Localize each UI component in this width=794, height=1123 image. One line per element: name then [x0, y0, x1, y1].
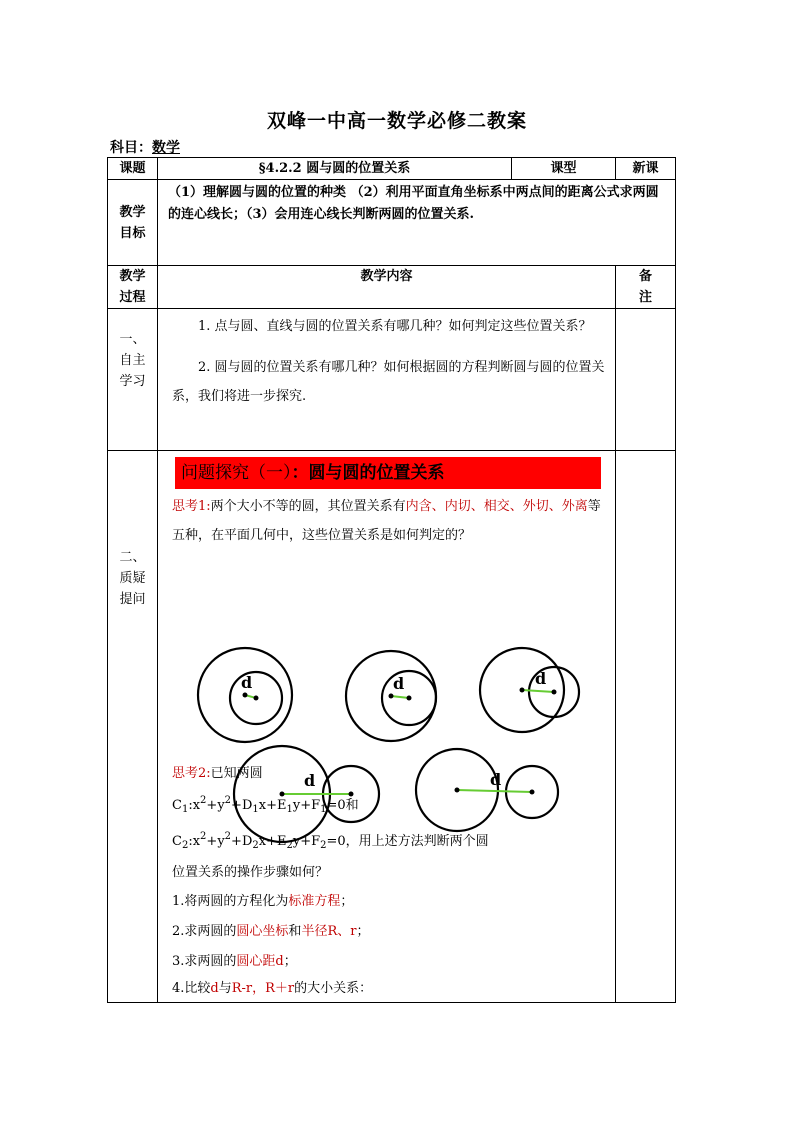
goals-label-1: 教学 [119, 204, 146, 220]
step-1: 1.将两圆的方程化为标准方程； [172, 894, 354, 909]
section2-notes [616, 451, 676, 1003]
course-label: 课题 [108, 158, 158, 180]
question-1: 1. 点与圆、直线与圆的位置关系有哪几种？如何判定这些位置关系？ [198, 319, 592, 334]
subject-label: 科目： [110, 140, 152, 156]
section2-content [158, 451, 616, 1003]
process-row [108, 266, 676, 309]
process-label-2: 过程 [119, 290, 146, 305]
step-2: 2.求两圆的圆心坐标和半径R、r； [172, 924, 370, 939]
center-dot [389, 694, 394, 699]
center-dot [254, 696, 259, 701]
section2-label-1: 二、 [119, 550, 146, 565]
process-label-1: 教学 [119, 269, 146, 284]
header-row [108, 158, 676, 180]
think1-red-a: 内含、 [405, 499, 445, 514]
think2 [158, 760, 615, 1002]
goals-text: （1）理解圆与圆的位置的种类 （2）利用平面直角坐标系中两点间的距离公式求两圆的连心线长；（3）会用连心线长判断两圆的位置关系. [158, 180, 676, 266]
think1-red-b: 内切、相交、外切、外离 [444, 499, 588, 514]
subject-line [110, 137, 180, 157]
course-value: §4.2.2 圆与圆的位置关系 [158, 158, 512, 180]
section1-label-1: 一、 [119, 332, 146, 347]
section1-label-2: 自主 [119, 353, 146, 368]
goals-label [108, 180, 158, 266]
section2-label-2: 质疑 [119, 571, 146, 586]
goals-row [108, 180, 676, 266]
distance-label: d [393, 674, 405, 693]
note-label [616, 266, 676, 309]
distance-label: d [241, 673, 253, 692]
inquiry-banner [175, 457, 601, 489]
distance-label: d [490, 770, 502, 789]
subject-value: 数学 [152, 140, 180, 156]
think2-text: 已知两圆 [210, 766, 263, 781]
center-dot [530, 790, 535, 795]
section2-label-3: 提问 [119, 592, 146, 607]
note-label-2: 注 [639, 290, 653, 305]
think1-label: 思考1: [172, 499, 211, 514]
section1-content [158, 309, 616, 451]
step-4: 4.比较d与R-r，R＋r的大小关系： [172, 981, 373, 996]
type-value: 新课 [616, 158, 676, 180]
circle-c2-equation: $C_2:x^2+y^2+D_2x+E_2y+F_2=0$，用上述方法判断两个圆 [172, 831, 489, 851]
center-dot [520, 688, 525, 693]
center-dot [455, 788, 460, 793]
center-distance-line [522, 690, 554, 692]
section2-label [108, 451, 158, 1003]
distance-label: d [304, 771, 316, 790]
section1-row [108, 309, 676, 451]
content-label: 教学内容 [158, 266, 616, 309]
think2-label: 思考2: [172, 766, 211, 781]
think1-text-a: 两个大小不等的圆，其位置关系有 [210, 499, 406, 514]
section1-label [108, 309, 158, 451]
process-label [108, 266, 158, 309]
goals-label-2: 目标 [119, 225, 146, 241]
section2-row [108, 451, 676, 1003]
page-title: 双峰一中高一数学必修二教案 [266, 110, 527, 132]
center-dot [243, 693, 248, 698]
question-2: 2. 圆与圆的位置关系有哪几种？如何根据圆的方程判断圆与圆的位置关系，我们将进一步探究. [172, 360, 605, 404]
center-distance-line [391, 696, 409, 698]
banner-title: ：圆与圆的位置关系 [291, 463, 445, 483]
distance-label: d [535, 669, 547, 688]
note-label-1: 备 [639, 269, 653, 284]
lesson-plan-table [107, 157, 676, 1003]
step-3: 3.求两圆的圆心距d； [172, 954, 297, 969]
center-dot [552, 690, 557, 695]
banner-prefix: 问题探究（一） [181, 463, 292, 483]
think1 [158, 492, 615, 550]
center-dot [407, 696, 412, 701]
circle-c1-equation: $C_1:x^2+y^2+D_1x+E_1y+F_1=0$和 [172, 795, 359, 815]
section1-label-3: 学习 [119, 374, 146, 389]
section1-notes [616, 309, 676, 451]
type-label: 课型 [512, 158, 616, 180]
think2-question: 位置关系的操作步骤如何？ [172, 865, 329, 880]
think1-text-b: 等五种，在平面几何中，这些位置关系是如何判定的？ [172, 499, 601, 543]
